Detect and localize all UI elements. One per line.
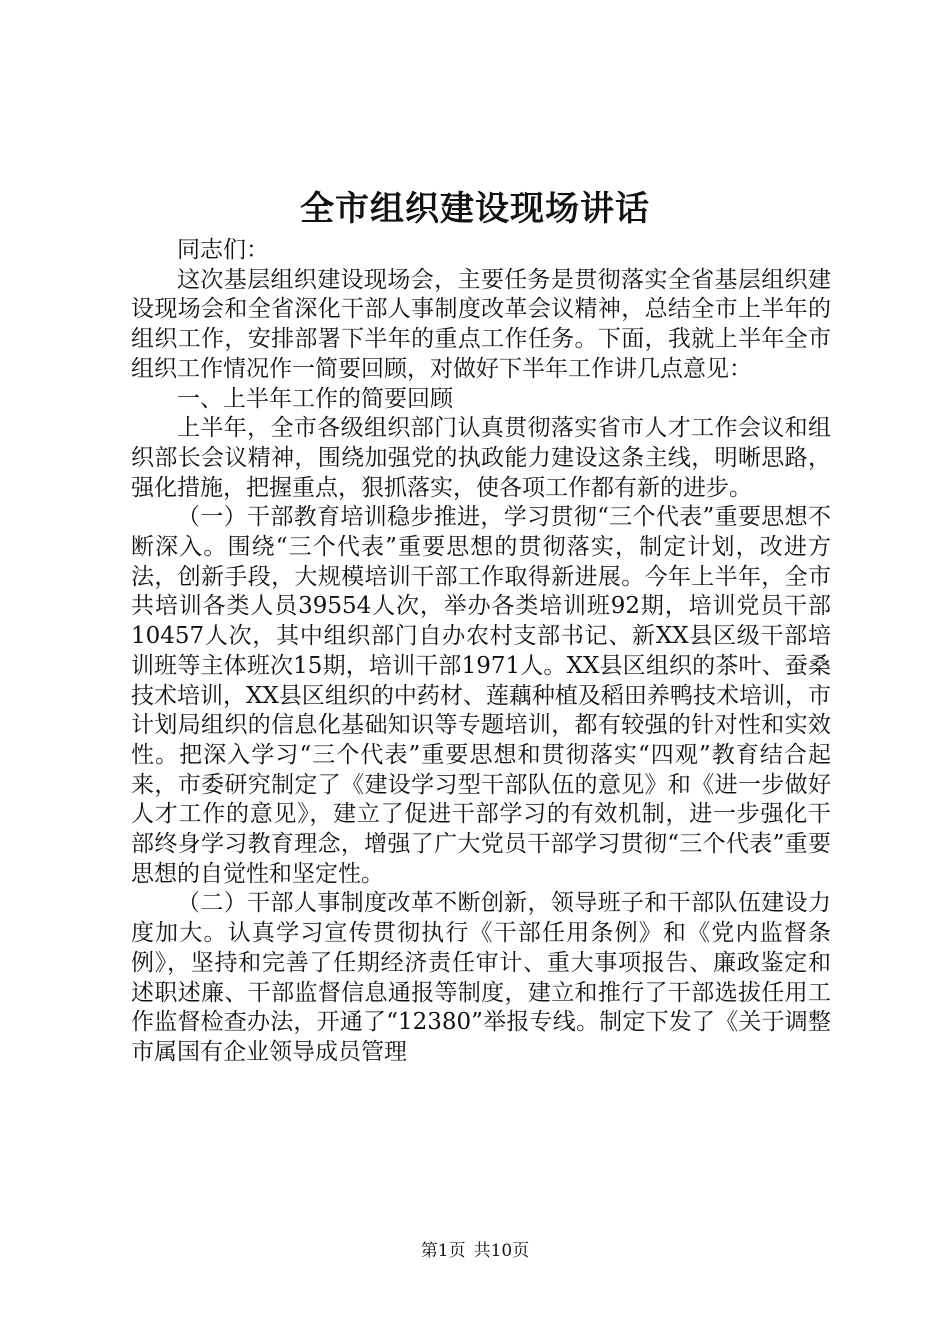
section-heading: 一、上半年工作的简要回顾 <box>177 385 453 412</box>
intro-paragraph: 这次基层组织建设现场会，主要任务是贯彻落实全省基层组织建设现场会和全省深化干部人事制度改革会议精神，总结全市上半年的组织工作，安排部署下半年的重点工作任务。下面，我就上半年全市组织工作情况作一简要回顾，对做好下半年工作讲几点意见： <box>131 266 831 382</box>
page-footer <box>0 1239 950 1263</box>
page-total: 共10页 <box>473 1241 530 1261</box>
body-paragraph: （一）干部教育培训稳步推进，学习贯彻“三个代表”重要思想不断深入。围绕“三个代表”重要思想的贯彻落实，制定计划，改进方法，创新手段，大规模培训干部工作取得新进展。今年上半年，全市共培训各类人员39554人次，举办各类培训班92期，培训党员干部10457人次，其中组织部门自办农村支部书记、新XX县区级干部培训班等主体班次15期，培训干部1971人。XX县区组织的茶叶、蚕桑技术培训，XX县区组织的中药材、莲藕种植及稻田养鸭技术培训，市计划局组织的信息化基础知识等专题培训，都有较强的针对性和实效性。把深入学习“三个代表”重要思想和贯彻落实“四观”教育结合起来，市委研究制定了《建设学习型干部队伍的意见》和《进一步做好人才工作的意见》，建立了促进干部学习的有效机制，进一步强化干部终身学习教育理念，增强了广大党员干部学习贯彻“三个代表”重要思想的自觉性和坚定性。 <box>131 504 831 887</box>
body-paragraph: 上半年，全市各级组织部门认真贯彻落实省市人才工作会议和组织部长会议精神，围绕加强党的执政能力建设这条主线，明晰思路，强化措施，把握重点，狠抓落实，使各项工作都有新的进步。 <box>131 415 831 501</box>
salutation: 同志们： <box>177 237 269 263</box>
body-paragraph: （二）干部人事制度改革不断创新，领导班子和干部队伍建设力度加大。认真学习宣传贯彻执行《干部任用条例》和《党内监督条例》，坚持和完善了任期经济责任审计、重大事项报告、廉政鉴定和述职述廉、干部监督信息通报等制度，建立和推行了干部选拔任用工作监督检查办法，开通了“12380”举报专线。制定下发了《关于调整市属国有企业领导成员管理 <box>131 890 831 1065</box>
document-body <box>131 236 831 1068</box>
page-number: 第1页 <box>420 1241 466 1261</box>
document-title: 全市组织建设现场讲话 <box>300 189 650 229</box>
